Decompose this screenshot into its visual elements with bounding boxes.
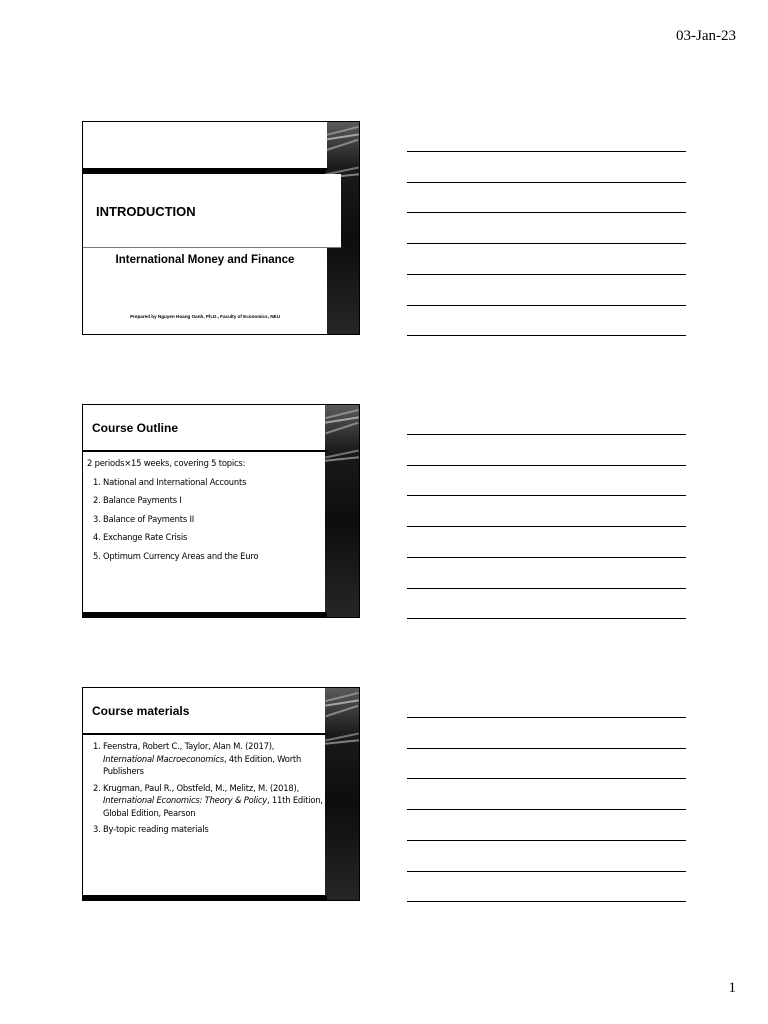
- list-item: 4. Exchange Rate Crisis: [103, 531, 323, 544]
- slide-decor-band: [325, 688, 359, 900]
- slide-title: Course Outline: [92, 421, 179, 435]
- list-item: 2. Balance Payments I: [103, 494, 323, 507]
- slide-title: INTRODUCTION: [96, 204, 196, 219]
- slide-top-bar: [83, 122, 327, 170]
- slide-bottom-strip: [83, 895, 327, 900]
- slide-subtitle: International Money and Finance: [115, 254, 295, 266]
- materials-list: [87, 740, 323, 836]
- slide-header: [83, 405, 327, 452]
- handout-date: 03-Jan-23: [676, 28, 736, 44]
- slide-intro-text: 2 periods×15 weeks, covering 5 topics:: [87, 458, 246, 468]
- slide-header: [83, 688, 327, 735]
- slide-body: [87, 457, 323, 568]
- slide-lower-panel: [83, 248, 327, 335]
- list-item: 1. National and International Accounts: [103, 476, 323, 489]
- list-item: 1. Feenstra, Robert C., Taylor, Alan M. (2017), International Macroeconomics, 4th Edition, Worth Publishers: [103, 740, 323, 778]
- slide-title: Course materials: [92, 704, 190, 718]
- list-item: 3. By-topic reading materials: [103, 823, 323, 836]
- list-item: 2. Krugman, Paul R., Obstfeld, M., Melitz, M. (2018), International Economics: Theory & Policy, 11th Edition, Global Edition, Pearson: [103, 782, 323, 820]
- slide-body: [87, 740, 323, 840]
- slide-decor-band: [325, 405, 359, 617]
- slide-introduction: [82, 121, 360, 335]
- page-number: 1: [728, 980, 736, 996]
- topic-list: [87, 476, 323, 563]
- list-item: 5. Optimum Currency Areas and the Euro: [103, 550, 323, 563]
- slide-course-materials: [82, 687, 360, 901]
- slide-bottom-strip: [83, 612, 327, 617]
- slide-credit: Prepared by Nguyen Hoang Oanh, Ph.D., Faculty of Economics, NEU: [130, 314, 280, 319]
- slide-course-outline: [82, 404, 360, 618]
- list-item: 3. Balance of Payments II: [103, 513, 323, 526]
